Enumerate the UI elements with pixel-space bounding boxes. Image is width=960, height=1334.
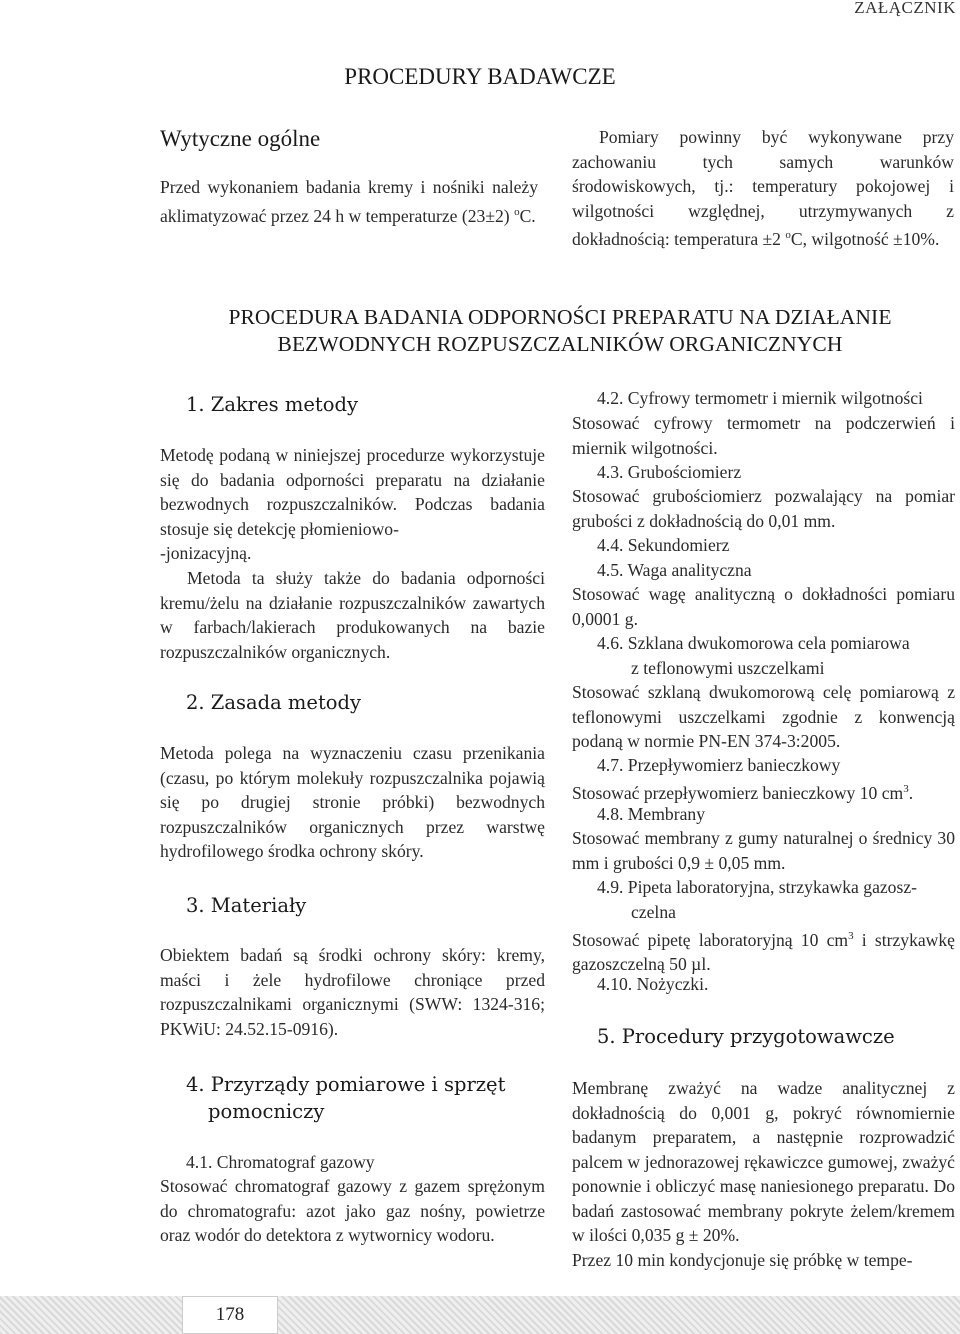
item-4-3-text: Stosować grubościomierz pozwalający na pomiar grubości z dokładnością do 0,01 mm. <box>572 486 955 531</box>
item-4-7-title: 4.7. Przepływomierz banieczkowy <box>597 755 841 775</box>
item-4-1-title: 4.1. Chromatograf gazowy <box>186 1152 375 1172</box>
item-4-2-text: Stosować cyfrowy termometr na podczerwień i miernik wilgotności. <box>572 413 955 458</box>
annex-label: ZAŁĄCZNIK <box>854 0 956 17</box>
general-left-paragraph: Przed wykonaniem badania kremy i nośniki należy aklimatyzować przez 24 h w temperaturze (23±2) $^o$C. <box>160 177 538 226</box>
general-guidelines-heading: Wytyczne ogólne <box>160 126 321 151</box>
item-4-3-title: 4.3. Grubościomierz <box>597 462 742 482</box>
section1-heading: 1. Zakres metody <box>186 393 358 416</box>
section5-paragraph2: Przez 10 min kondycjonuje się próbkę w tempe- <box>572 1250 913 1270</box>
item-4-10-title: 4.10. Nożyczki. <box>597 974 709 994</box>
procedure-title <box>0 304 960 358</box>
item-4-5-text: Stosować wagę analityczną o dokładności pomiaru 0,0001 g. <box>572 584 955 629</box>
procedure-title-line1: PROCEDURA BADANIA ODPORNOŚCI PREPARATU NA DZIAŁANIE <box>228 305 892 329</box>
section5-heading: 5. Procedury przygotowawcze <box>597 1025 895 1048</box>
item-4-8-title: 4.8. Membrany <box>597 804 705 824</box>
section5-paragraph1: Membranę zważyć na wadze analitycznej z dokładnością do 0,001 g, pokryć równomiernie badanym preparatem, a następnie rozprowadzić palcem w jednorazowej rękawiczce gumowej, zważyć ponownie i obliczyć masę naniesionego preparatu. Do badań zastosować membrany pokryte żelem/kremem w ilości 0,035 g ± 20%. <box>572 1078 955 1245</box>
section4-heading-line1: 4. Przyrządy pomiarowe i sprzęt <box>186 1073 506 1096</box>
section3-heading: 3. Materiały <box>186 894 307 917</box>
item-4-1-text: Stosować chromatograf gazowy z gazem sprężonym do chromatografu: azot jako gaz nośny, powietrze oraz wodór do detektora z wytwornicy wodoru. <box>160 1176 545 1245</box>
item-4-6-title: 4.6. Szklana dwukomorowa cela pomiarowa z teflonowymi uszczelkami <box>597 633 910 678</box>
item-4-4-title: 4.4. Sekundomierz <box>597 535 730 555</box>
section3-paragraph: Obiektem badań są środki ochrony skóry: kremy, maści i żele hydrofilowe chroniące przed rozpuszczalnikami organicznymi (SWW: 1324-316; PKWiU: 24.52.15-0916). <box>160 945 545 1039</box>
item-4-7-text: Stosować przepływomierz banieczkowy 10 $cm^3$. <box>572 782 914 803</box>
document-title: PROCEDURY BADAWCZE <box>344 64 616 89</box>
section4-heading <box>186 1071 505 1125</box>
section1-paragraph1: Metodę podaną w niniejszej procedurze wykorzystuje się do badania odporności preparatu na działanie bezwodnych rozpuszczalników. Podczas badania stosuje się detekcję płomieniowo- -jonizacyjną. <box>160 445 545 563</box>
item-4-9-title: 4.9. Pipeta laboratoryjna, strzykawka gazosz- czelna <box>597 877 917 922</box>
section4-heading-line2: pomocniczy <box>208 1100 325 1123</box>
section2-heading: 2. Zasada metody <box>186 691 362 714</box>
general-right-paragraph: Pomiary powinny być wykonywane przy zachowaniu tych samych warunków środowiskowych, tj.: temperatury pokojowej i wilgotności względnej, utrzymywanych z dokładnością: temperatura ±2 $^o$C, wilgotność ±10%. <box>572 127 954 249</box>
item-4-2-title: 4.2. Cyfrowy termometr i miernik wilgotności <box>597 388 923 408</box>
item-4-5-title: 4.5. Waga analityczna <box>597 560 752 580</box>
item-4-8-text: Stosować membrany z gumy naturalnej o średnicy 30 mm i grubości 0,9 ± 0,05 mm. <box>572 828 955 873</box>
footer-bar <box>0 1296 960 1334</box>
page-number: 178 <box>182 1296 278 1334</box>
section2-paragraph: Metoda polega na wyznaczeniu czasu przenikania (czasu, po którym molekuły rozpuszczalnika pojawią się po drugiej stronie próbki) bezwodnych rozpuszczalników organicznych przez warstwę hydrofilowego środka ochrony skóry. <box>160 743 545 861</box>
section1-paragraph2: Metoda ta służy także do badania odporności kremu/żelu na działanie rozpuszczalników zawartych w farbach/lakierach produkowanych na bazie rozpuszczalników organicznych. <box>160 568 545 662</box>
item-4-6-text: Stosować szklaną dwukomorową celę pomiarową z teflonowymi uszczelkami zgodnie z konwencją podaną w normie PN-EN 374-3:2005. <box>572 682 955 751</box>
procedure-title-line2: BEZWODNYCH ROZPUSZCZALNIKÓW ORGANICZNYCH <box>277 332 843 356</box>
item-4-9-text: Stosować pipetę laboratoryjną 10 $cm^3$ i strzykawkę gazoszczelną 50 µl. <box>572 929 955 975</box>
